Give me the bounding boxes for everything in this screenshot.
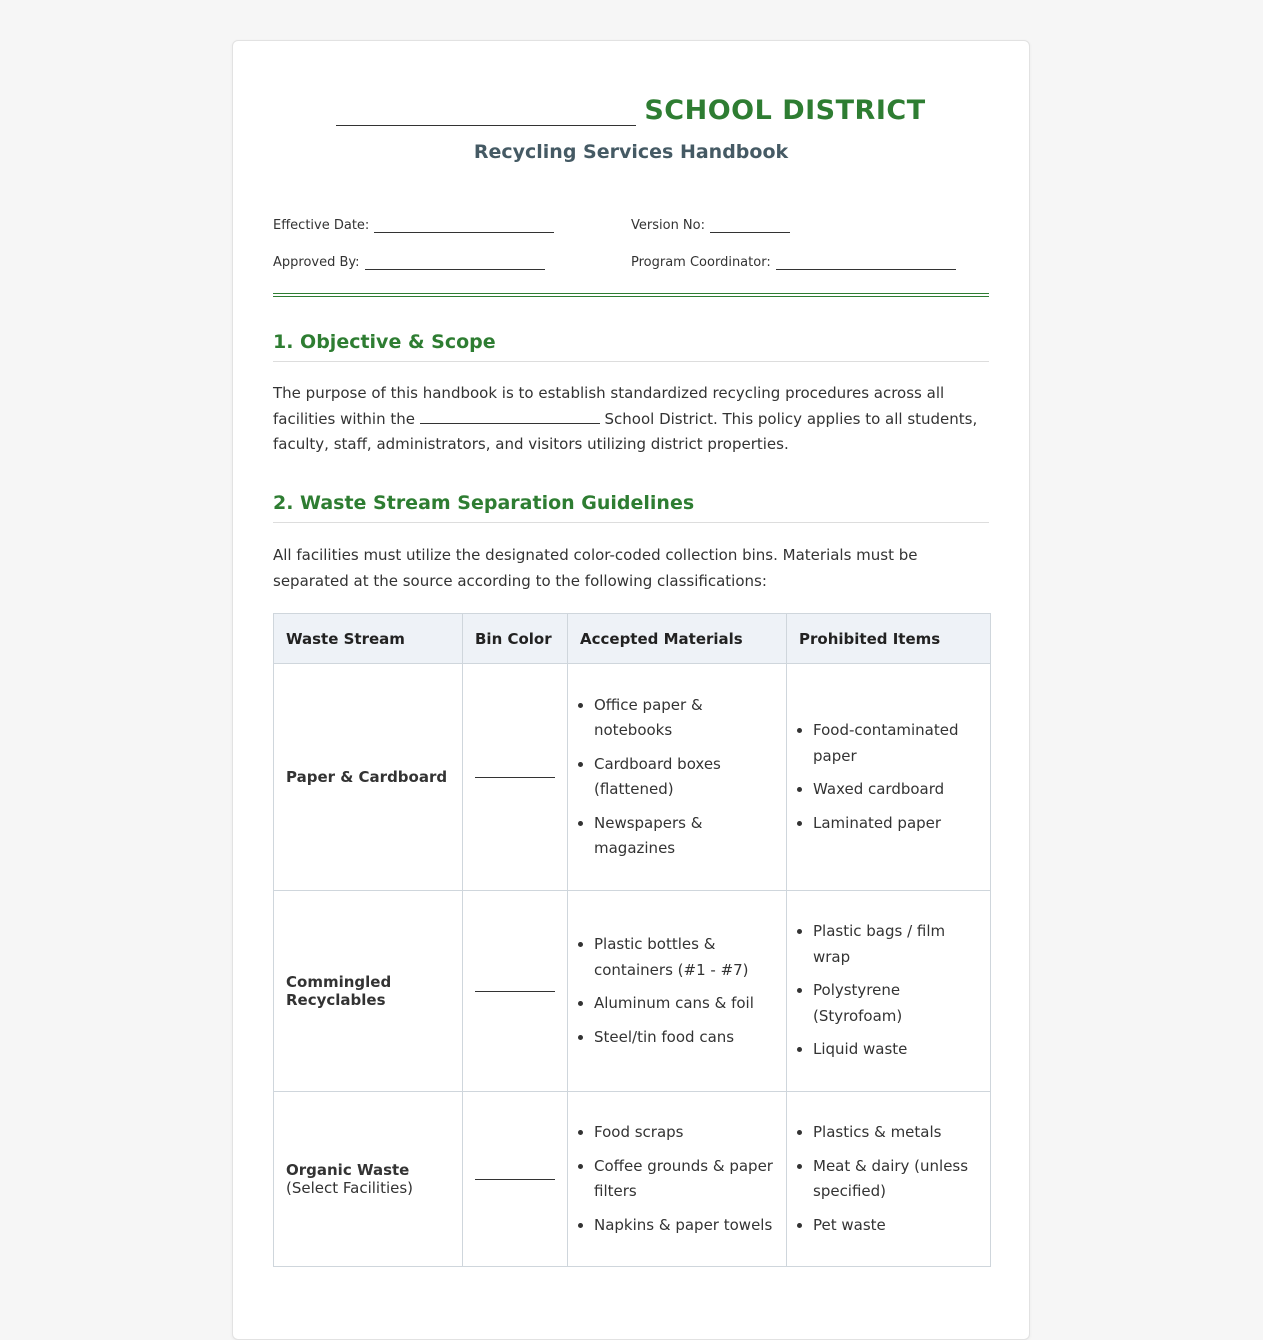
section-1-text [273,381,989,458]
table-row [274,1092,991,1267]
bin-color-cell [463,664,568,891]
page-subtitle: Recycling Services Handbook [473,141,789,163]
list-item: • Polystyrene (Styrofoam) [813,978,978,1029]
stream-name: Commingled Recyclables [286,973,392,1009]
section-2-text: All facilities must utilize the designated color-coded collection bins. Materials must be separated at the source according to the following classifications: [273,546,918,590]
prohibited-cell [787,1092,991,1267]
coordinator-blank[interactable] [776,255,956,270]
bin-color-cell [463,1092,568,1267]
version-field [631,218,989,233]
list-item: • Laminated paper [813,811,978,837]
document-page [232,40,1030,1340]
effective-date-label: Effective Date: [273,218,370,233]
accepted-cell [568,1092,787,1267]
header-divider [273,293,989,297]
coordinator-field [631,255,989,270]
list-item: • Aluminum cans & foil [594,991,774,1017]
bin-color-blank[interactable] [475,1178,555,1180]
page-title: SCHOOL DISTRICT [644,95,926,126]
approved-by-field [273,255,631,270]
section-1-text-before: The purpose of this handbook is to establish standardized recycling procedures across all facilities within the [273,384,945,428]
accepted-cell [568,891,787,1092]
stream-cell [274,664,463,891]
bin-color-cell [463,891,568,1092]
list-item: • Office paper & notebooks [594,693,774,744]
accepted-cell [568,664,787,891]
list-item: • Meat & dairy (unless specified) [813,1154,978,1205]
col-header-bin-color: Bin Color [463,614,568,664]
list-item: • Food scraps [594,1120,774,1146]
effective-date-blank[interactable] [374,218,554,233]
list-item: • Napkins & paper towels [594,1213,774,1239]
meta-row-1 [273,196,989,233]
stream-name: Organic Waste [286,1161,410,1179]
list-item: • Pet waste [813,1213,978,1239]
col-header-accepted: Accepted Materials [568,614,787,664]
section-1-heading: 1. Objective & Scope [273,331,989,362]
list-item: • Plastics & metals [813,1120,978,1146]
meta-fields [273,196,989,270]
bin-color-blank[interactable] [475,990,555,992]
version-label: Version No: [631,218,705,233]
approved-by-blank[interactable] [365,255,545,270]
coordinator-label: Program Coordinator: [631,255,771,270]
table-row [274,891,991,1092]
list-item: • Food-contaminated paper [813,718,978,769]
stream-name: Paper & Cardboard [286,768,448,786]
prohibited-cell [787,891,991,1092]
meta-row-2 [273,233,989,270]
list-item: • Newspapers & magazines [594,811,774,862]
stream-cell [274,1092,463,1267]
list-item: • Cardboard boxes (flattened) [594,752,774,803]
section-1-text-after: School District. This policy applies to all students, faculty, staff, administrators, and visitors utilizing district properties. [273,409,978,453]
prohibited-cell [787,664,991,891]
col-header-waste-stream: Waste Stream [274,614,463,664]
list-item: • Plastic bags / film wrap [813,919,978,970]
list-item: • Steel/tin food cans [594,1025,774,1051]
list-item: • Coffee grounds & paper filters [594,1154,774,1205]
approved-by-label: Approved By: [273,255,360,270]
list-item: • Waxed cardboard [813,777,978,803]
section-2-heading: 2. Waste Stream Separation Guidelines [273,492,989,523]
district-inline-blank[interactable] [420,409,600,424]
version-blank[interactable] [710,218,790,233]
bin-color-blank[interactable] [475,776,555,778]
stream-cell [274,891,463,1092]
district-name-blank[interactable] [336,89,636,126]
table-row [274,664,991,891]
list-item: • Plastic bottles & containers (#1 - #7) [594,932,774,983]
waste-stream-table [273,613,991,1267]
title-row [233,89,1029,126]
table-header-row [274,614,991,664]
col-header-prohibited: Prohibited Items [787,614,991,664]
list-item: • Liquid waste [813,1037,978,1063]
effective-date-field [273,218,631,233]
stream-note: (Select Facilities) [286,1179,414,1197]
